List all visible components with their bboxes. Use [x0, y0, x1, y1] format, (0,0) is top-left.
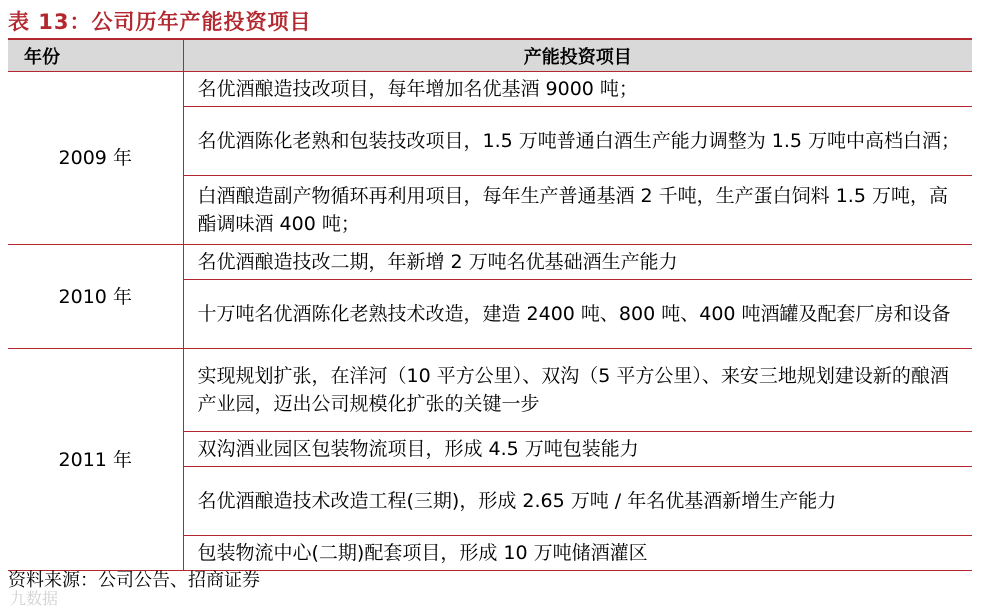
table-row: [8, 349, 972, 432]
project-cell: 名优酒酿造技改项目，每年增加名优基酒 9000 吨；: [183, 72, 972, 107]
year-cell: 2011 年: [8, 349, 183, 571]
project-cell: 十万吨名优酒陈化老熟技术改造，建造 2400 吨、800 吨、400 吨酒罐及配套厂房和设备: [183, 280, 972, 349]
project-cell: 双沟酒业园区包装物流项目，形成 4.5 万吨包装能力: [183, 432, 972, 467]
project-cell: 实现规划扩张，在洋河（10 平方公里）、双沟（5 平方公里）、来安三地规划建设新的酿酒产业园，迈出公司规模化扩张的关键一步: [183, 349, 972, 432]
table-row: [8, 245, 972, 280]
project-cell: 包装物流中心(二期)配套项目，形成 10 万吨储酒灌区: [183, 536, 972, 571]
table-row: [8, 72, 972, 107]
year-cell: 2009 年: [8, 72, 183, 245]
header-project: 产能投资项目: [183, 40, 972, 72]
capacity-investment-table: [8, 40, 972, 571]
table-header-row: [8, 40, 972, 72]
table-title: 表 13：公司历年产能投资项目: [8, 10, 312, 34]
year-cell: 2010 年: [8, 245, 183, 349]
project-cell: 名优酒陈化老熟和包装技改项目，1.5 万吨普通白酒生产能力调整为 1.5 万吨中高档白酒；: [183, 107, 972, 176]
project-cell: 名优酒酿造技改二期，年新增 2 万吨名优基础酒生产能力: [183, 245, 972, 280]
project-cell: 白酒酿造副产物循环再利用项目，每年生产普通基酒 2 千吨，生产蛋白饲料 1.5 万吨，高酯调味酒 400 吨；: [183, 176, 972, 245]
header-year: 年份: [8, 40, 183, 72]
project-cell: 名优酒酿造技术改造工程(三期)，形成 2.65 万吨 / 年名优基酒新增生产能力: [183, 467, 972, 536]
source-note: 资料来源：公司公告、招商证券: [8, 570, 260, 591]
watermark: 九数据: [10, 589, 59, 608]
